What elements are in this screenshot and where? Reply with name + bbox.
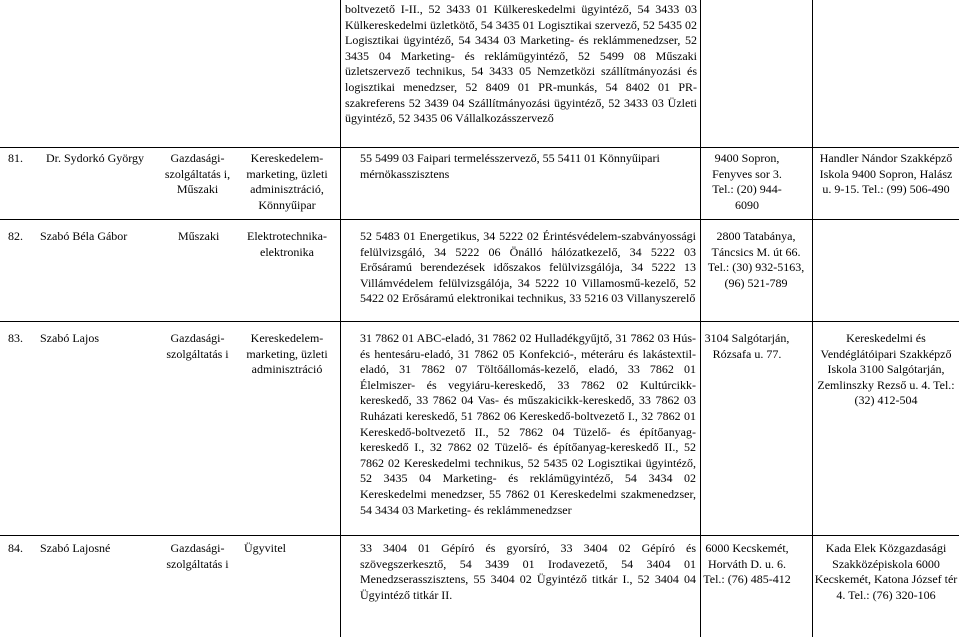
address-cell: 2800 Tatabánya, Táncsics M. út 66. Tel.: (30) 932-5163, (96) 521-789 [707, 229, 805, 290]
professions-cell: 52 5483 01 Energetikus, 34 5222 02 Érintésvédelem-szabványossági felülvizsgáló, 34 5222 06 Önálló hálózatkezelő, 34 5222 03 Erősáramú berendezések időszakos felülvizsgálója, 34 5222 13 Villámvédelem felülvizsgálója, 34 5222 10 Villamosmű-kezelő, 52 5422 02 Erősáramú elektronikai technikus, 33 5216 03 Villanyszerelő [360, 229, 696, 306]
expert-name: Szabó Béla Gábor [40, 229, 128, 243]
school-cell: Handler Nándor Szakképző Iskola 9400 Sopron, Halász u. 9-15. Tel.: (99) 506-490 [819, 151, 953, 197]
row-divider [0, 147, 959, 148]
address-cell: 9400 Sopron, Fenyves sor 3. Tel.: (20) 944-6090 [712, 151, 782, 212]
col-divider [812, 0, 813, 637]
professions-cell: boltvezető I-II., 52 3433 01 Külkereskedelmi ügyintéző, 54 3433 03 Külkereskedelmi üzletkötő, 54 3435 01 Logisztikai szervező, 52 5435 02 Logisztikai ügyintéző, 54 3434 03 Marketing- és reklámmenedzser, 52 3435 04 Marketing- és reklámügyintéző, 52 5499 08 Műszaki üzletszervező technikus, 54 3433 05 Nemzetközi szállítmányozási és logisztikai menedzser, 52 8409 01 PR-munkás, 54 8402 01 PR-szakreferens 52 3439 04 Szállítmányozási ügyintéző, 52 3433 03 Üzleti ügyintéző, 52 3435 06 Vállalkozásszervező [345, 2, 697, 126]
row-number: 82. [8, 229, 23, 243]
expert-type: Gazdasági-szolgáltatás i, Műszaki [164, 151, 231, 197]
row-number: 84. [8, 541, 23, 555]
school-cell: Kereskedelmi és Vendéglátóipari Szakképző Iskola 3100 Salgótarján, Zemlinszky Rezső u. 4. Tel.: (32) 412-504 [817, 331, 955, 408]
address-cell: 3104 Salgótarján, Rózsafa u. 77. [704, 331, 790, 361]
col-divider [700, 0, 701, 637]
expert-name: Dr. Sydorkó György [45, 151, 145, 165]
expert-name: Szabó Lajosné [40, 541, 111, 555]
school-cell: Kada Elek Közgazdasági Szakközépiskola 6000 Kecskemét, Katona József tér 4. Tel.: (76) 320-106 [814, 541, 958, 602]
professions-cell: 33 3404 01 Gépíró és gyorsíró, 33 3404 02 Gépíró és szövegszerkesztő, 54 3439 01 Irodavezető, 54 3404 01 Menedzserasszisztens, 55 3404 02 Ügyintéző titkár I., 52 3404 04 Ügyintéző titkár II. [360, 541, 696, 602]
professions-cell: 31 7862 01 ABC-eladó, 31 7862 02 Hulladékgyűjtő, 31 7862 03 Hús- és hentesáru-eladó, 31 7862 05 Konfekció-, méteráru és lakástextil-eladó, 31 7862 07 Töltőállomás-kezelő, eladó, 33 7862 01 Élelmiszer- és vegyiáru-kereskedő, 33 7862 02 Kultúrcikk-kereskedő, 33 7862 04 Vas- és műszakicikk-kereskedő, 33 7862 03 Ruházati kereskedő, 51 7862 06 Kereskedő-boltvezető I., 32 7862 01 Kereskedő-boltvezető II., 52 7862 04 Tüzelő- és építőanyag-kereskedő I., 32 7862 02 Tüzelő- és építőanyag-kereskedő II., 52 7862 02 Kereskedelmi technikus, 52 5435 02 Logisztikai ügyintéző, 52 3435 04 Marketing- és reklámügyintéző, 54 3434 02 Kereskedelmi menedzser, 55 7862 01 Kereskedelmi szakmenedzser, 54 3434 03 Marketing- és reklámmenedzser [360, 331, 696, 517]
expert-field: Elektrotechnika-elektronika [247, 229, 327, 259]
row-divider [0, 321, 959, 322]
expert-field: Kereskedelem-marketing, üzleti adminisztráció, Könnyűipar [246, 151, 328, 212]
row-divider [0, 219, 959, 220]
row-number: 83. [8, 331, 23, 345]
row-number: 81. [8, 151, 23, 165]
expert-name: Szabó Lajos [40, 331, 99, 345]
professions-cell: 55 5499 03 Faipari termelésszervező, 55 5411 01 Könnyűipari mérnökasszisztens [360, 151, 660, 181]
expert-type: Gazdasági-szolgáltatás i [166, 331, 229, 361]
col-divider [340, 0, 341, 637]
expert-field: Kereskedelem-marketing, üzleti adminisztráció [246, 331, 328, 377]
expert-type: Gazdasági-szolgáltatás i [166, 541, 229, 571]
expert-type: Műszaki [178, 229, 220, 243]
row-divider [0, 535, 959, 536]
expert-field: Ügyvitel [244, 541, 286, 555]
address-cell: 6000 Kecskemét, Horváth D. u. 6. Tel.: (76) 485-412 [703, 541, 791, 587]
